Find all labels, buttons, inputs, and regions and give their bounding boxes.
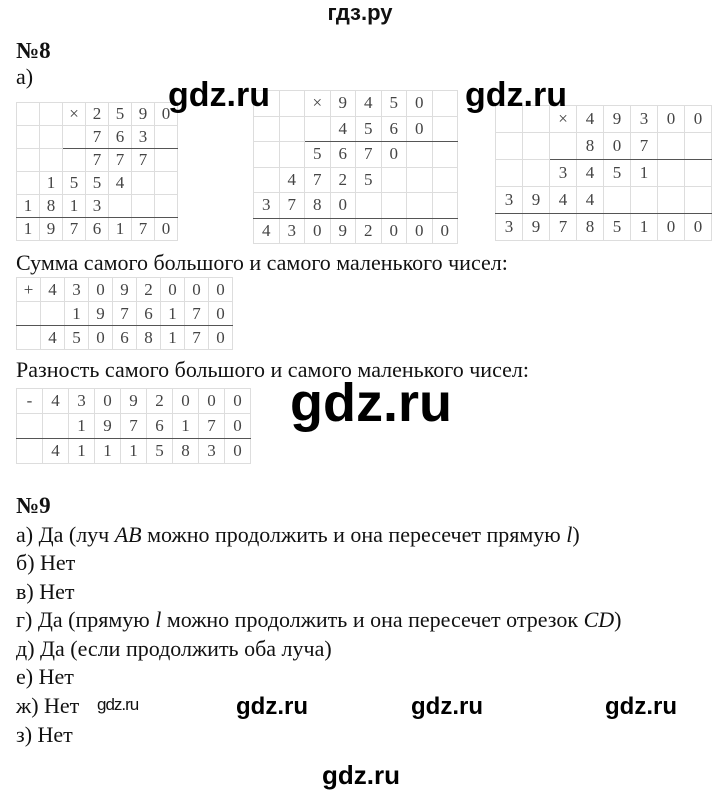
digit-cell: 7: [631, 133, 658, 160]
sum-grid: [16, 277, 233, 350]
digit-cell: [155, 126, 178, 149]
digit-cell: 7: [550, 214, 577, 241]
digit-cell: 7: [185, 302, 209, 326]
digit-cell: 3: [279, 218, 305, 244]
digit-cell: [17, 414, 43, 439]
grid-row: [17, 149, 178, 172]
digit-cell: 0: [305, 218, 331, 244]
task-8-heading: №8: [16, 38, 51, 63]
digit-cell: [17, 172, 40, 195]
digit-cell: 1: [631, 160, 658, 187]
grid-row: [254, 193, 458, 219]
digit-cell: 0: [89, 278, 113, 302]
digit-cell: 1: [17, 195, 40, 218]
digit-cell: [41, 302, 65, 326]
watermark: gdz.ru: [411, 693, 483, 720]
grid-row: [17, 326, 233, 350]
watermark-small: gdz.ru: [97, 695, 139, 714]
grid-row: [17, 172, 178, 195]
digit-cell: 4: [43, 389, 69, 414]
digit-cell: 4: [109, 172, 132, 195]
digit-cell: [254, 116, 280, 142]
digit-cell: 4: [279, 167, 305, 193]
grid-row: [17, 103, 178, 126]
digit-cell: 4: [41, 278, 65, 302]
digit-cell: [407, 167, 433, 193]
digit-cell: 8: [173, 439, 199, 464]
digit-cell: 7: [185, 326, 209, 350]
watermark: gdz.ru: [290, 373, 452, 433]
digit-cell: 5: [604, 214, 631, 241]
digit-cell: [432, 91, 458, 117]
digit-cell: 7: [279, 193, 305, 219]
digit-cell: 0: [330, 193, 356, 219]
digit-cell: 5: [604, 160, 631, 187]
digit-cell: [631, 187, 658, 214]
digit-cell: 3: [496, 214, 523, 241]
digit-cell: 4: [577, 106, 604, 133]
grid-row: [17, 195, 178, 218]
digit-cell: 8: [40, 195, 63, 218]
digit-cell: 4: [330, 116, 356, 142]
grid-row: [496, 133, 712, 160]
digit-cell: [432, 142, 458, 168]
grid-row: [17, 126, 178, 149]
grid-row: [254, 91, 458, 117]
digit-cell: [407, 142, 433, 168]
digit-cell: [132, 172, 155, 195]
difference-label: Разность самого большого и самого маленького чисел:: [16, 357, 529, 382]
digit-cell: [407, 193, 433, 219]
digit-cell: 3: [631, 106, 658, 133]
answer-text: можно продолжить и она пересечет отрезок: [161, 607, 584, 632]
digit-cell: [496, 133, 523, 160]
digit-cell: 2: [147, 389, 173, 414]
grid-row: [496, 160, 712, 187]
digit-cell: 9: [40, 218, 63, 241]
digit-cell: 7: [356, 142, 382, 168]
digit-cell: 3: [132, 126, 155, 149]
digit-cell: 0: [95, 389, 121, 414]
digit-cell: 0: [225, 414, 251, 439]
digit-cell: [523, 160, 550, 187]
digit-cell: 7: [113, 302, 137, 326]
task-9-heading: №9: [16, 493, 51, 518]
digit-cell: 4: [577, 187, 604, 214]
digit-cell: 0: [209, 302, 233, 326]
digit-cell: 3: [496, 187, 523, 214]
digit-cell: 3: [199, 439, 225, 464]
digit-cell: 3: [69, 389, 95, 414]
grid-row: [17, 278, 233, 302]
grid-row: [17, 414, 251, 439]
answer-d: д) Да (если продолжить оба луча): [16, 636, 332, 661]
answer-e: е) Нет: [16, 664, 74, 689]
digit-cell: 0: [432, 218, 458, 244]
operator-cell: +: [17, 278, 41, 302]
digit-cell: 5: [356, 116, 382, 142]
digit-cell: 0: [407, 218, 433, 244]
watermark: gdz.ru: [605, 693, 677, 720]
digit-cell: [132, 195, 155, 218]
digit-cell: [40, 149, 63, 172]
digit-cell: 7: [132, 149, 155, 172]
digit-cell: 7: [63, 218, 86, 241]
digit-cell: 4: [550, 187, 577, 214]
operator-cell: ×: [550, 106, 577, 133]
digit-cell: 8: [305, 193, 331, 219]
answer-z: з) Нет: [16, 722, 73, 747]
digit-cell: 0: [225, 389, 251, 414]
digit-cell: [381, 193, 407, 219]
digit-cell: 5: [109, 103, 132, 126]
digit-cell: [155, 195, 178, 218]
digit-cell: 9: [95, 414, 121, 439]
grid-row: [17, 439, 251, 464]
answer-text: а) Да (луч: [16, 522, 115, 547]
digit-cell: [17, 326, 41, 350]
digit-cell: [685, 133, 712, 160]
operator-cell: ×: [63, 103, 86, 126]
digit-cell: [43, 414, 69, 439]
grid-row: [496, 187, 712, 214]
watermark: gdz.ru: [236, 693, 308, 720]
digit-cell: [604, 187, 631, 214]
digit-cell: 0: [381, 142, 407, 168]
digit-cell: 8: [137, 326, 161, 350]
multiplication-grid-2: [253, 90, 458, 244]
digit-cell: 0: [685, 214, 712, 241]
digit-cell: [63, 126, 86, 149]
answer-text: ): [614, 607, 622, 632]
answer-g: [16, 607, 621, 633]
digit-cell: [356, 193, 382, 219]
operator-cell: -: [17, 389, 43, 414]
digit-cell: [63, 149, 86, 172]
grid-row: [17, 302, 233, 326]
digit-cell: 3: [65, 278, 89, 302]
digit-cell: [685, 187, 712, 214]
digit-cell: 7: [121, 414, 147, 439]
answer-a: [16, 522, 580, 548]
digit-cell: 5: [381, 91, 407, 117]
digit-cell: 9: [523, 214, 550, 241]
digit-cell: [155, 149, 178, 172]
digit-cell: 9: [89, 302, 113, 326]
grid-row: [17, 218, 178, 241]
digit-cell: 0: [161, 278, 185, 302]
digit-cell: 4: [43, 439, 69, 464]
digit-cell: 9: [132, 103, 155, 126]
digit-cell: 4: [41, 326, 65, 350]
digit-cell: [432, 116, 458, 142]
sum-label: Сумма самого большого и самого маленького чисел:: [16, 250, 508, 275]
digit-cell: 1: [17, 218, 40, 241]
digit-cell: 3: [86, 195, 109, 218]
digit-cell: 7: [109, 149, 132, 172]
answer-v: в) Нет: [16, 579, 75, 604]
answer-italic: AB: [114, 522, 142, 547]
grid-row: [254, 167, 458, 193]
digit-cell: [432, 167, 458, 193]
digit-cell: 1: [173, 414, 199, 439]
digit-cell: [17, 126, 40, 149]
digit-cell: 5: [147, 439, 173, 464]
digit-cell: 1: [95, 439, 121, 464]
digit-cell: 3: [254, 193, 280, 219]
digit-cell: 6: [137, 302, 161, 326]
grid-row: [496, 214, 712, 241]
digit-cell: [40, 103, 63, 126]
grid-row: [17, 389, 251, 414]
digit-cell: 7: [132, 218, 155, 241]
watermark: gdz.ru: [322, 760, 400, 790]
part-a-label: а): [16, 64, 34, 89]
digit-cell: 9: [330, 218, 356, 244]
digit-cell: 0: [155, 103, 178, 126]
digit-cell: 1: [69, 439, 95, 464]
answer-text: можно продолжить и она пересечет прямую: [141, 522, 567, 547]
digit-cell: [658, 160, 685, 187]
digit-cell: 1: [69, 414, 95, 439]
digit-cell: 0: [658, 106, 685, 133]
digit-cell: 7: [86, 149, 109, 172]
digit-cell: 9: [113, 278, 137, 302]
digit-cell: [40, 126, 63, 149]
answer-italic: CD: [583, 607, 615, 632]
digit-cell: 0: [173, 389, 199, 414]
watermark: gdz.ru: [168, 76, 270, 114]
digit-cell: 1: [631, 214, 658, 241]
digit-cell: 4: [577, 160, 604, 187]
digit-cell: [254, 167, 280, 193]
digit-cell: [17, 439, 43, 464]
digit-cell: 7: [199, 414, 225, 439]
answer-text: ): [572, 522, 580, 547]
digit-cell: 4: [356, 91, 382, 117]
digit-cell: 0: [658, 214, 685, 241]
answer-italic: l: [566, 522, 573, 547]
digit-cell: [550, 133, 577, 160]
digit-cell: 0: [155, 218, 178, 241]
digit-cell: 6: [381, 116, 407, 142]
answer-zh: ж) Нет: [16, 693, 80, 718]
digit-cell: [381, 167, 407, 193]
digit-cell: [279, 142, 305, 168]
digit-cell: 0: [209, 326, 233, 350]
digit-cell: [279, 91, 305, 117]
digit-cell: 2: [330, 167, 356, 193]
digit-cell: [658, 187, 685, 214]
site-title: гдз.ру: [327, 0, 393, 25]
digit-cell: [254, 142, 280, 168]
digit-cell: 5: [65, 326, 89, 350]
digit-cell: 5: [86, 172, 109, 195]
multiplication-grid-1: [16, 102, 178, 241]
digit-cell: 0: [185, 278, 209, 302]
digit-cell: 0: [199, 389, 225, 414]
digit-cell: 0: [604, 133, 631, 160]
digit-cell: 0: [407, 116, 433, 142]
digit-cell: [496, 160, 523, 187]
digit-cell: 1: [161, 326, 185, 350]
digit-cell: [305, 116, 331, 142]
digit-cell: 6: [147, 414, 173, 439]
grid-row: [254, 218, 458, 244]
digit-cell: [432, 193, 458, 219]
digit-cell: 1: [65, 302, 89, 326]
grid-row: [254, 116, 458, 142]
digit-cell: 8: [577, 214, 604, 241]
digit-cell: [17, 149, 40, 172]
digit-cell: 1: [63, 195, 86, 218]
digit-cell: 7: [86, 126, 109, 149]
digit-cell: 0: [407, 91, 433, 117]
digit-cell: 9: [523, 187, 550, 214]
digit-cell: [155, 172, 178, 195]
digit-cell: 6: [86, 218, 109, 241]
digit-cell: 2: [137, 278, 161, 302]
digit-cell: [17, 302, 41, 326]
digit-cell: 0: [685, 106, 712, 133]
digit-cell: 6: [109, 126, 132, 149]
digit-cell: 5: [356, 167, 382, 193]
digit-cell: 0: [225, 439, 251, 464]
digit-cell: [109, 195, 132, 218]
digit-cell: 0: [381, 218, 407, 244]
watermark: gdz.ru: [465, 76, 567, 114]
digit-cell: 5: [63, 172, 86, 195]
digit-cell: 3: [550, 160, 577, 187]
digit-cell: 0: [209, 278, 233, 302]
digit-cell: [685, 160, 712, 187]
answer-text: г) Да (прямую: [16, 607, 156, 632]
answer-b: б) Нет: [16, 550, 76, 575]
digit-cell: 5: [305, 142, 331, 168]
multiplication-grid-3: [495, 105, 712, 241]
digit-cell: 1: [109, 218, 132, 241]
digit-cell: 9: [121, 389, 147, 414]
digit-cell: 8: [577, 133, 604, 160]
digit-cell: 6: [113, 326, 137, 350]
difference-grid: [16, 388, 251, 464]
digit-cell: 0: [89, 326, 113, 350]
operator-cell: ×: [305, 91, 331, 117]
digit-cell: [279, 116, 305, 142]
digit-cell: 1: [161, 302, 185, 326]
digit-cell: [523, 133, 550, 160]
answer-italic: l: [155, 607, 162, 632]
digit-cell: [658, 133, 685, 160]
digit-cell: 4: [254, 218, 280, 244]
digit-cell: [17, 103, 40, 126]
digit-cell: 1: [40, 172, 63, 195]
digit-cell: 9: [604, 106, 631, 133]
digit-cell: 2: [356, 218, 382, 244]
digit-cell: 9: [330, 91, 356, 117]
digit-cell: 6: [330, 142, 356, 168]
grid-row: [254, 142, 458, 168]
digit-cell: 1: [121, 439, 147, 464]
digit-cell: 2: [86, 103, 109, 126]
digit-cell: 7: [305, 167, 331, 193]
